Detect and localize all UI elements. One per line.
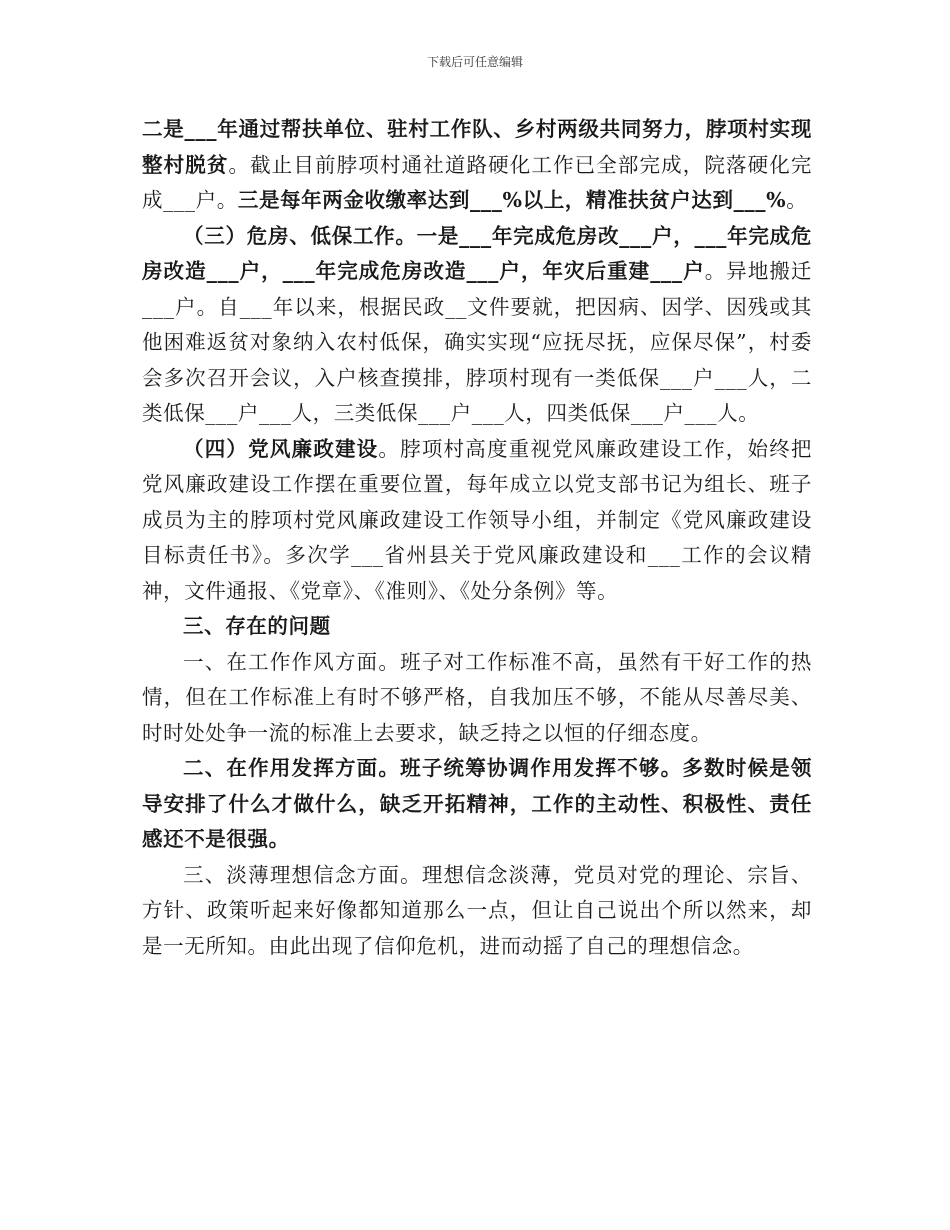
- normal-text: 。异地搬迁___户。自___年以来，根据民政__文件要就，把因病、因学、因残或其他困难返贫对象纳入农村低保，确实实现“应抚尽抚，应保尽保”，村委会多次召开会议，入户核查摸排，脖项村现有一类低保___户___人，二类低保___户___人，三类低保___户___人，四类低保___户___人。: [142, 259, 813, 425]
- paragraph-poverty-alleviation: [142, 112, 812, 219]
- bold-text: （四）党风廉政建设: [183, 436, 379, 461]
- paragraph-work-style: 一、在工作作风方面。班子对工作标准不高，虽然有干好工作的热情，但在工作标准上有时不够严格，自我加压不够，不能从尽善尽美、时时处处争一流的标准上去要求，缺乏持之以恒的仔细态度。: [142, 649, 812, 745]
- paragraph-ideals-beliefs: 三、淡薄理想信念方面。理想信念淡薄，党员对党的理论、宗旨、方针、政策听起来好像都知道那么一点，但让自己说出个所以然来，却是一无所知。由此出现了信仰危机，进而动摇了自己的理想信念。: [142, 862, 812, 958]
- bold-text: 二是___年通过帮扶单位、驻村工作队、乡村两级共同努力，脖项村实现整村脱贫: [142, 117, 812, 177]
- paragraph-housing-welfare: [142, 219, 812, 432]
- bold-text: 三是每年两金收缴率达到___%以上，精准扶贫户达到___%: [237, 188, 787, 212]
- bold-text: （三）危房、低保工作。一是___年完成危房改___户，___年完成危房改造___户，___年完成危房改造___户，年灾后重建___户: [142, 223, 812, 283]
- normal-text: 。截止目前脖项村通社道路硬化工作已全部完成，院落硬化完成___户。: [142, 152, 813, 212]
- normal-text: 。: [786, 188, 808, 212]
- document-body: [142, 112, 812, 964]
- section-heading-problems: 三、存在的问题: [183, 614, 331, 638]
- normal-text: 。脖项村高度重视党风廉政建设工作，始终把党风廉政建设工作摆在重要位置，每年成立以党支部书记为组长、班子成员为主的脖项村党风廉政建设工作领导小组，并制定《党风廉政建设目标责任书》。多次学___省州县关于党风廉政建设和___工作的会议精神，文件通报、《党章》、《准则》、《处分条例》等。: [142, 436, 813, 603]
- paragraph-role-play: 二、在作用发挥方面。班子统筹协调作用发挥不够。多数时候是领导安排了什么才做什么，缺乏开拓精神，工作的主动性、积极性、责任感还不是很强。: [142, 756, 812, 851]
- page-header: 下载后可任意编辑: [426, 55, 523, 69]
- paragraph-party-conduct: [142, 432, 812, 610]
